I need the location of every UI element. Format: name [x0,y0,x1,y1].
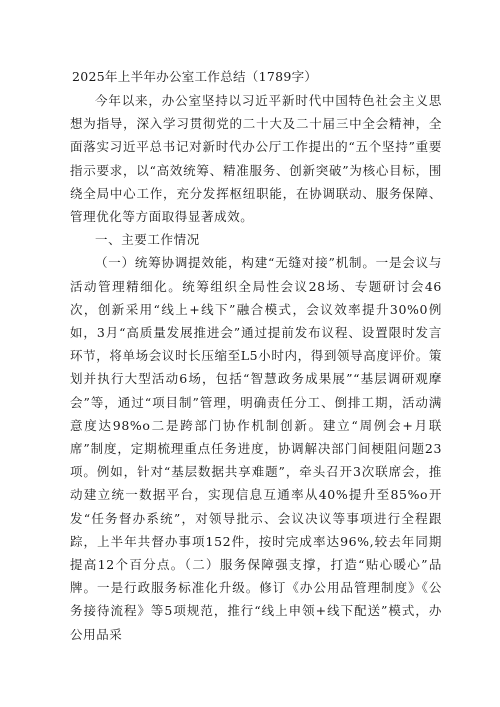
section-heading: 一、主要工作情况 [95,232,200,248]
document-title: 2025年上半年办公室工作总结（1789字） [72,69,318,84]
body-paragraph: （一）统筹协调提效能，构建“无缝对接”机制。一是会议与活动管理精细化。统筹组织全局性会议28场、专题研讨会46次，创新采用“线上+线下”融合模式，会议效率提升30%0例如，3月“高质量发展推进会”通过提前发布议程、设置限时发言环节，将单场会议时长压缩至L5小时内，得到领导高度评价。策划并执行大型活动6场，包括“智慧政务成果展”“基层调研观摩会”等，通过“项目制”管理，明确责任分工、倒排工期，活动满意度达98%o二是跨部门协作机制创新。建立“周例会+月联席”制度，定期梳理重点任务进度，协调解决部门间梗阻问题23项。例如，针对“基层数据共享难题”，牵头召开3次联席会，推动建立统一数据平台，实现信息互通率从40%提升至85%o开发“任务督办系统”，对领导批示、会议决议等事项进行全程跟踪，上半年共督办事项152件，按时完成率达96%,较去年同期提高12个百分点。（二）服务保障强支撑，打造“贴心暖心”品牌。一是行政服务标准化升级。修订《办公用品管理制度》《公务接待流程》等5项规范，推行“线上申领+线下配送”模式，办公用品采 [70,255,442,642]
intro-paragraph: 今年以来，办公室坚持以习近平新时代中国特色社会主义思想为指导，深入学习贯彻党的二十大及二十届三中全会精神，全面落实习近平总书记对新时代办公厅工作提出的“五个坚持”重要指示要求，以“高效统筹、精准服务、创新突破”为核心目标，围绕全局中心工作，充分发挥枢纽职能，在协调联动、服务保障、管理优化等方面取得显著成效。 [70,93,442,225]
